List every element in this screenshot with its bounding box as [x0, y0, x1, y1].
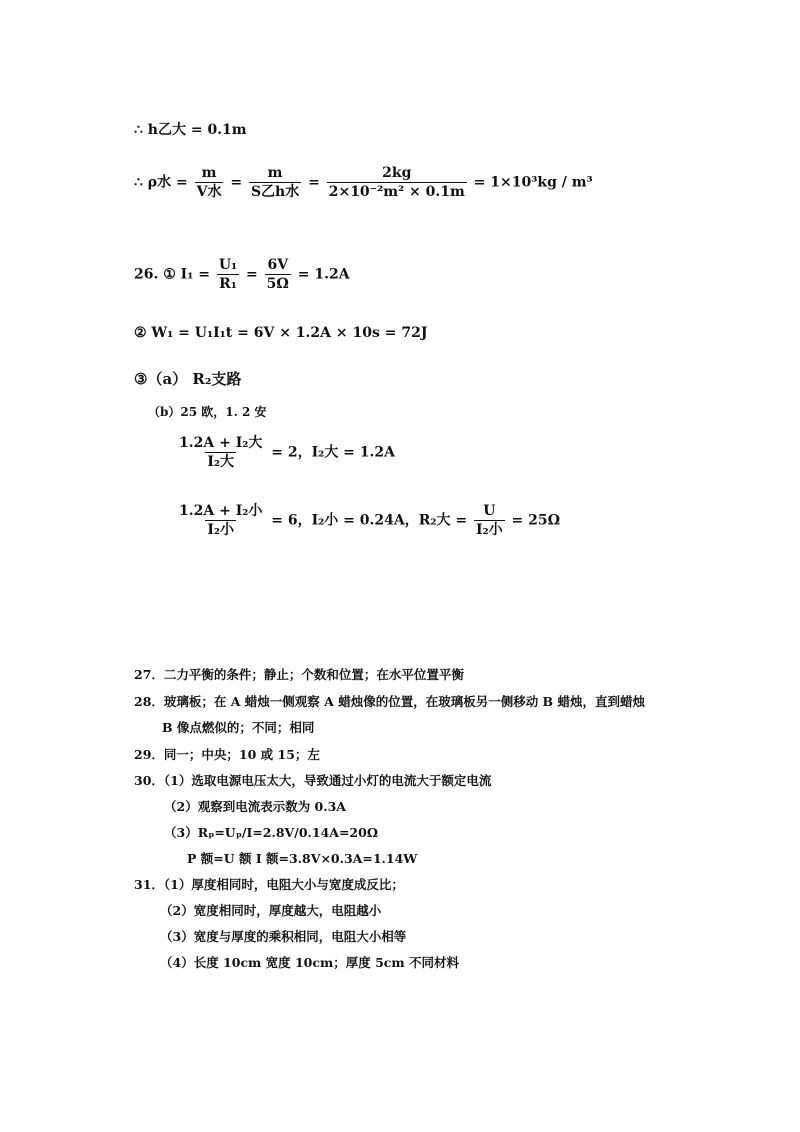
density-prefix: ∴ ρ水 =: [134, 174, 188, 191]
answer-line: B 像点燃似的；不同；相同: [162, 720, 315, 735]
fraction-denominator: 5Ω: [266, 276, 289, 292]
q26-part3a: ③（a） R₂支路: [134, 370, 242, 388]
fraction-denominator: V水: [196, 184, 222, 200]
fraction-numerator: 2kg: [382, 165, 412, 181]
fraction-m-over-v: [195, 166, 224, 199]
answer-line: 30．（1）选取电源电压太大，导致通过小灯的电流大于额定电流: [134, 773, 492, 788]
fraction-numerator: m: [267, 165, 283, 181]
answer-line: P 额=U 额 I 额=3.8V×0.3A=1.14W: [187, 851, 418, 866]
fraction-numerator: U: [483, 503, 496, 519]
fraction-denominator: I₂小: [207, 522, 235, 538]
q26-part3b: （b）25 欧，1. 2 安: [148, 405, 267, 419]
fraction-u-over-i: [474, 504, 505, 537]
q26-part1-result: = 1.2A: [297, 266, 350, 283]
fraction-m-over-sh: [249, 166, 301, 199]
fraction-denominator: 2×10⁻²m² × 0.1m: [328, 184, 465, 200]
fraction-numerator: 6V: [267, 257, 289, 273]
equation-density: ∴ ρ水 = $\frac{m}{\text{V水}}$ = $\frac{m}{\text{S乙h水}}$ = $\frac{2kg}{\text{2×10⁻²m² × 0.1m}}$ = 1×10³kg / m³: [134, 165, 593, 200]
q26-equation1: [175, 436, 395, 469]
fraction-u-over-r: [217, 258, 239, 291]
equation-h: ∴ h乙大 = 0.1m: [134, 122, 247, 138]
answer-line: 31．（1）厚度相同时，电阻大小与宽度成反比；: [134, 877, 404, 892]
q26-equation2: [175, 504, 560, 537]
q26-part1-prefix: 26. ① I₁ =: [134, 266, 210, 283]
fraction-numerator: U₁: [218, 257, 238, 273]
fraction-denominator: I₂小: [475, 522, 503, 538]
fraction-6v-over-5ohm: [265, 258, 291, 291]
fraction-numerator: m: [201, 165, 217, 181]
fraction-denominator: R₁: [219, 276, 237, 292]
answer-line: （2）观察到电流表示数为 0.3A: [164, 799, 346, 814]
answer-line: （4）长度 10cm 宽度 10cm；厚度 5cm 不同材料: [160, 955, 459, 970]
density-result: = 1×10³kg / m³: [473, 174, 593, 191]
q26-equation1-rest: = 2，I₂大 = 1.2A: [271, 444, 395, 461]
fraction-numerator: 1.2A + I₂小: [179, 503, 263, 519]
q26-equation2-mid: = 6，I₂小 = 0.24A，R₂大 =: [271, 512, 468, 529]
answer-line: （3）宽度与厚度的乘积相同，电阻大小相等: [160, 929, 407, 944]
fraction-denominator: S乙h水: [250, 184, 300, 200]
fraction-ratio-max: [177, 436, 264, 469]
q26-equation2-result: = 25Ω: [511, 512, 561, 529]
fraction-ratio-min: [177, 504, 264, 537]
answer-line: 29．同一；中央；10 或 15；左: [134, 747, 320, 762]
q26-part1: 26. ① I₁ = $\frac{\text{U₁}}{\text{R₁}}$ = $\frac{6V}{5\Omega}$ = 1.2A: [134, 257, 350, 292]
answer-line: 28．玻璃板；在 A 蜡烛一侧观察 A 蜡烛像的位置，在玻璃板另一侧移动 B 蜡烛，直到蜡烛: [134, 694, 645, 709]
fraction-values: [327, 166, 467, 199]
answer-line: （3）Rₚ=Uₚ/I=2.8V/0.14A=20Ω: [164, 825, 378, 840]
q26-part2: ② W₁ = U₁I₁t = 6V × 1.2A × 10s = 72J: [134, 325, 428, 341]
answer-line: （2）宽度相同时，厚度越大，电阻越小: [160, 903, 382, 918]
fraction-numerator: 1.2A + I₂大: [179, 435, 263, 451]
answer-line: 27．二力平衡的条件；静止；个数和位置；在水平位置平衡: [134, 667, 464, 682]
fraction-denominator: I₂大: [207, 454, 235, 470]
